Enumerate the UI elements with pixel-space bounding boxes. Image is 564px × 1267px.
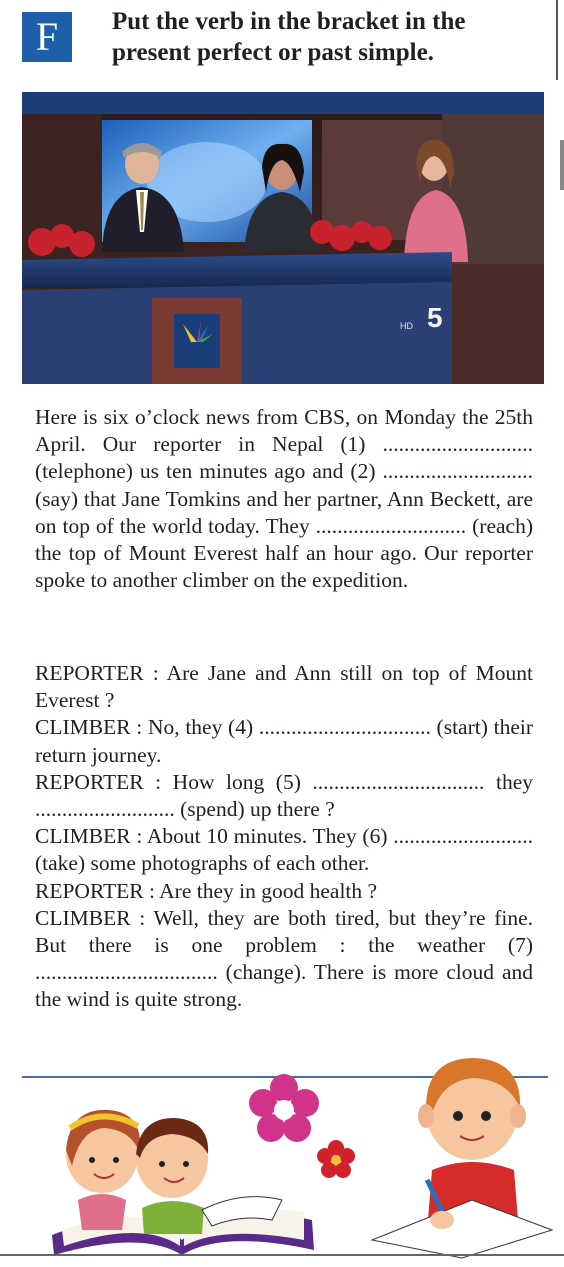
page-edge-rule: [556, 0, 558, 80]
exercise-instruction: Put the verb in the bracket in the present perfect or past simple.: [112, 8, 466, 66]
exercise-badge: F: [22, 12, 72, 62]
dialog-line: REPORTER : Are they in good health ?: [35, 878, 378, 903]
dialog-block: [35, 660, 533, 1014]
dialog-line: CLIMBER : No, they (4) ................................ (start) their return journey.: [35, 715, 533, 767]
page-bottom-rule: [0, 1254, 564, 1256]
dialog-line: CLIMBER : Well, they are both tired, but they’re fine. But there is one problem : the weather (7) .................................. (change). There is more cloud and the wind is quite strong.: [35, 905, 533, 1012]
dialog-line: CLIMBER : About 10 minutes. They (6) .......................... (take) some photographs of each other.: [35, 824, 533, 876]
dialog-line: REPORTER : Are Jane and Ann still on top of Mount Everest ?: [35, 661, 533, 713]
news-paragraph: Here is six o’clock news from CBS, on Monday the 25th April. Our reporter in Nepal (1) ............................ (telephone) us ten minutes ago and (2) ............................ (say) that Jane Tomkins and her partner, Ann Beckett, are on top of the world today. They ............................ (reach) the top of Mount Everest half an hour ago. Our reporter spoke to another climber on the expedition.: [35, 405, 533, 593]
children-reading-illustration: [22, 1050, 562, 1260]
scrollbar-thumb[interactable]: [560, 140, 564, 190]
channel-logo: 5: [427, 302, 443, 333]
hd-label: HD: [400, 321, 413, 331]
news-studio-photo: [22, 92, 544, 384]
dialog-line: REPORTER : How long (5) ................................ they .......................... (spend) up there ?: [35, 769, 533, 822]
